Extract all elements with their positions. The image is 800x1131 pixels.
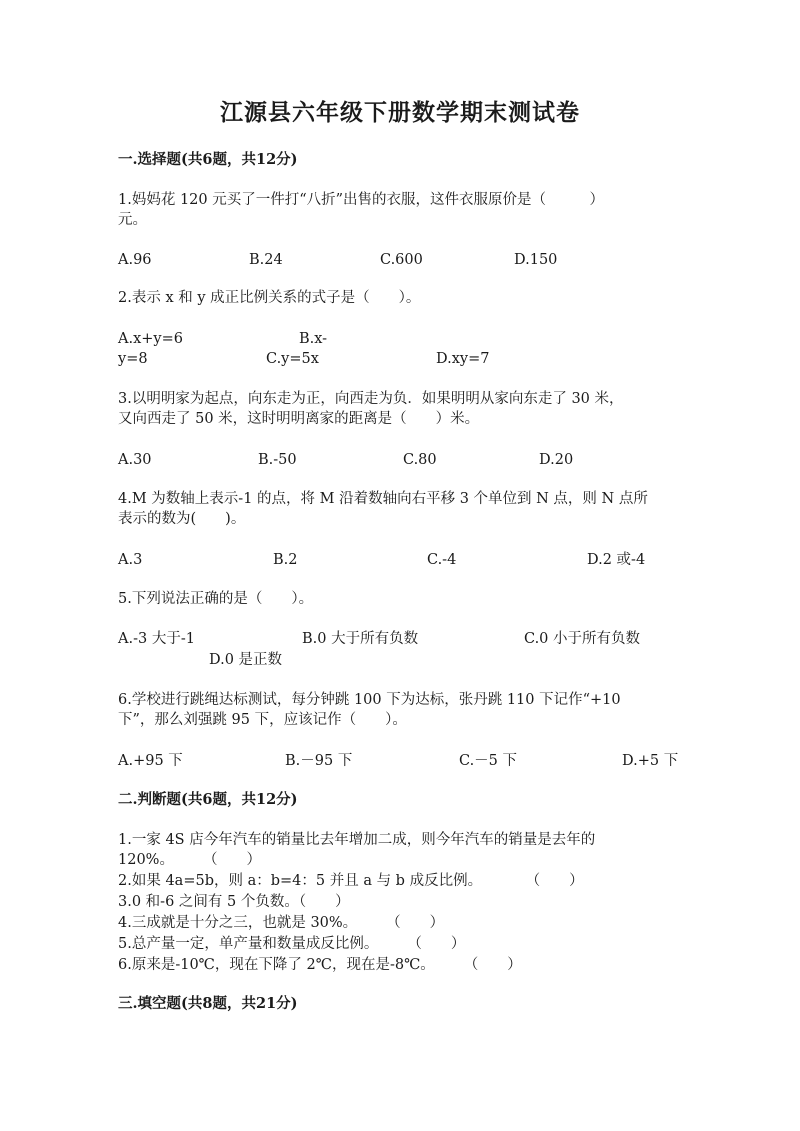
question-6-text: 6.学校进行跳绳达标测试，每分钟跳 100 下为达标，张丹跳 110 下记作“+10 [118,692,621,708]
question-1-option-c: C.600 [380,252,423,268]
question-5-option-a: A.-3 大于-1 [118,631,195,647]
question-5-option-b: B.0 大于所有负数 [302,631,419,647]
question-5-option-d: D.0 是正数 [209,652,283,668]
question-6-option-a: A.+95 下 [118,753,183,769]
section-heading-fill-in: 三.填空题(共8题，共21分) [118,995,298,1012]
question-6-option-b: B.－95 下 [285,753,353,769]
question-3-text: 3.以明明家为起点，向东走为正，向西走为负．如果明明从家向东走了 30 米， [118,391,624,407]
tf-question-2-text: 2.如果 4a=5b，则 a：b=4：5 并且 a 与 b 成反比例。 （ ） [118,873,584,889]
question-1-text-cont: 元。 [118,212,147,228]
tf-question-5-text: 5.总产量一定，单产量和数量成反比例。 （ ） [118,936,466,952]
section-heading-true-false: 二.判断题(共6题，共12分) [118,791,298,808]
question-4-option-c: C.-4 [427,552,457,568]
section-heading-multiple-choice: 一.选择题(共6题，共12分) [118,151,298,168]
tf-question-6-text: 6.原来是-10℃，现在下降了 2℃，现在是-8℃。 （ ） [118,957,522,973]
question-4-text: 4.M 为数轴上表示-1 的点，将 M 沿着数轴向右平移 3 个单位到 N 点，则 N 点所 [118,491,648,507]
question-2-option-b: B.x- [299,331,328,347]
question-2-option-d: D.xy=7 [436,351,490,367]
question-4-option-a: A.3 [118,552,143,568]
tf-question-1-text-cont: 120%。 （ ） [118,852,261,868]
tf-question-4-text: 4.三成就是十分之三，也就是 30%。 （ ） [118,915,445,931]
question-6-option-c: C.－5 下 [459,753,518,769]
question-3-option-d: D.20 [539,452,574,468]
question-3-option-a: A.30 [118,452,152,468]
question-3-text-cont: 又向西走了 50 米，这时明明离家的距离是（ ）米。 [118,411,480,427]
question-3-option-c: C.80 [403,452,437,468]
question-1-text: 1.妈妈花 120 元买了一件打“八折”出售的衣服，这件衣服原价是（ ） [118,192,605,208]
question-4-text-cont: 表示的数为( )。 [118,511,246,527]
question-2-text: 2.表示 x 和 y 成正比例关系的式子是（ ）。 [118,290,421,306]
page-title: 江源县六年级下册数学期末测试卷 [220,99,580,126]
question-5-option-c: C.0 小于所有负数 [524,631,641,647]
question-2-option-a: A.x+y=6 [118,331,183,347]
question-3-option-b: B.-50 [258,452,297,468]
question-1-option-b: B.24 [249,252,283,268]
question-4-option-b: B.2 [273,552,298,568]
question-6-option-d: D.+5 下 [622,753,679,769]
question-6-text-cont: 下”，那么刘强跳 95 下，应该记作（ ）。 [118,712,407,728]
tf-question-3-text: 3.0 和-6 之间有 5 个负数。（ ） [118,894,350,910]
question-5-text: 5.下列说法正确的是（ ）。 [118,591,314,607]
question-1-option-a: A.96 [118,252,152,268]
question-1-option-d: D.150 [514,252,558,268]
tf-question-1-text: 1.一家 4S 店今年汽车的销量比去年增加二成，则今年汽车的销量是去年的 [118,832,596,848]
question-4-option-d: D.2 或-4 [587,552,646,568]
question-2-option-b-cont: y=8 [118,351,148,367]
question-2-option-c: C.y=5x [266,351,319,367]
